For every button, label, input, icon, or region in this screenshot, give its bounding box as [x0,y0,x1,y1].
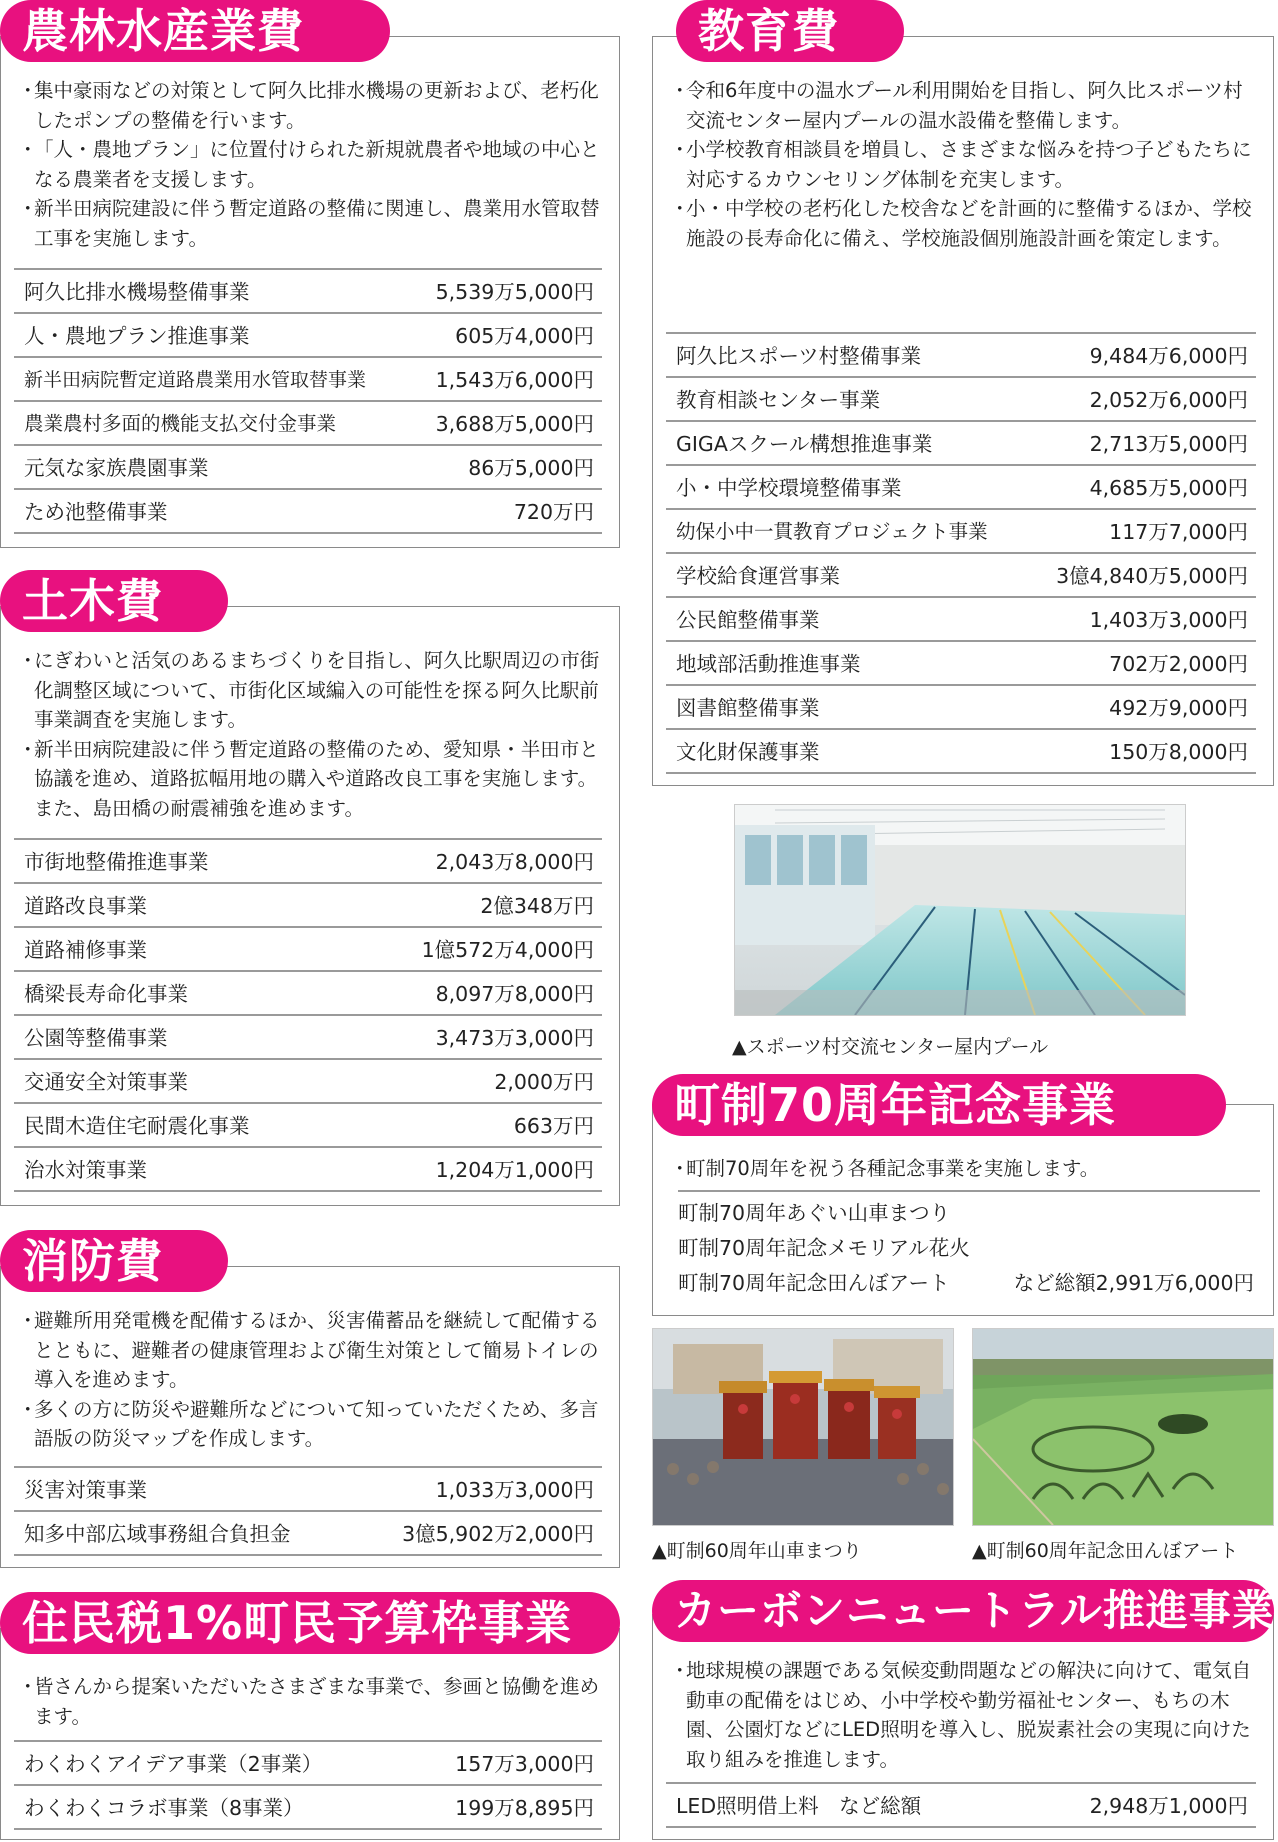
table-row [14,314,602,358]
carbon-neutral-bullets [670,1656,1260,1774]
table-row [14,1742,602,1786]
table-row [14,490,602,534]
table-row [14,1104,602,1148]
fire-table [14,1466,602,1556]
row-name: わくわくコラボ事業（8事業） [24,1796,304,1820]
indoor-pool-image [735,805,1185,1015]
row-name: 治水対策事業 [24,1158,147,1182]
table-row [666,422,1256,466]
row-name: 災害対策事業 [24,1478,147,1502]
row-amount: 3,473万3,000円 [435,1026,594,1050]
table-row [666,686,1256,730]
row-name: LED照明借上料 など総額 [676,1794,922,1818]
rice-field-art-image [973,1329,1273,1525]
agriculture-bullet: ・ 集中豪雨などの対策として阿久比排水機場の更新および、老朽化したポンプの整備を行います。 [18,76,606,135]
table-row [666,730,1256,774]
row-name: 農業農村多面的機能支払交付金事業 [24,412,337,435]
education-bullet: ・ 小・中学校の老朽化した校舎などを計画的に整備するほか、学校施設の長寿命化に備え、学校施設個別施設計画を策定します。 [670,194,1260,253]
row-amount: 2,000万円 [494,1070,594,1094]
civil-bullet: ・ 新半田病院建設に伴う暫定道路の整備のため、愛知県・半田市と協議を進め、道路拡幅用地の購入や道路改良工事を実施します。また、島田橋の耐震補強を進めます。 [18,735,606,824]
anniversary-events [678,1190,1260,1301]
row-name: 図書館整備事業 [676,696,820,720]
table-row [14,1148,602,1192]
table-row [14,1468,602,1512]
education-bullet: ・ 小学校教育相談員を増員し、さまざまな悩みを持つ子どもたちに対応するカウンセリング体制を充実します。 [670,135,1260,194]
row-amount: 8,097万8,000円 [435,982,594,1006]
row-name: 公園等整備事業 [24,1026,168,1050]
section-fire [0,1230,620,1570]
fire-bullet: ・ 避難所用発電機を配備するほか、災害備蓄品を継続して配備するとともに、避難者の健康管理および衛生対策として簡易トイレの導入を進めます。 [18,1306,606,1395]
education-bullet: ・ 令和6年度中の温水プール利用開始を目指し、阿久比スポーツ村交流センター屋内プールの温水設備を整備します。 [670,76,1260,135]
carbon-neutral-title: カーボンニュートラル推進事業 [652,1580,1274,1642]
row-name: 小・中学校環境整備事業 [676,476,902,500]
festival-caption: ▲町制60周年山車まつり [652,1540,862,1562]
row-amount: 720万円 [513,500,594,524]
row-amount: 492万9,000円 [1109,696,1248,720]
education-bullets [670,76,1260,253]
anniversary-event: 町制70周年記念メモリアル花火 [678,1236,970,1260]
row-name: 道路補修事業 [24,938,147,962]
row-name: 道路改良事業 [24,894,147,918]
table-row [14,1786,602,1830]
row-name: 橋梁長寿命化事業 [24,982,188,1006]
row-name: 教育相談センター事業 [676,388,881,412]
row-amount: 199万8,895円 [455,1796,594,1820]
agriculture-bullet: ・ 新半田病院建設に伴う暫定道路の整備に関連し、農業用水管取替工事を実施します。 [18,194,606,253]
carbon-neutral-table [666,1782,1256,1828]
row-amount: 9,484万6,000円 [1089,344,1248,368]
row-amount: 157万3,000円 [455,1752,594,1776]
row-amount: 150万8,000円 [1109,740,1248,764]
row-amount: 1億572万4,000円 [421,938,594,962]
table-row [666,598,1256,642]
table-row [666,334,1256,378]
section-education [652,0,1274,790]
table-row [14,1512,602,1556]
row-name: 文化財保護事業 [676,740,820,764]
pool-caption: ▲スポーツ村交流センター屋内プール [732,1036,1049,1058]
anniversary-event: 町制70周年記念田んぼアート [678,1271,950,1295]
row-name: 交通安全対策事業 [24,1070,188,1094]
row-name: 人・農地プラン推進事業 [24,324,250,348]
section-anniversary [652,1074,1274,1318]
row-amount: 3億5,902万2,000円 [402,1522,594,1546]
fire-title: 消防費 [0,1230,228,1292]
table-row [14,840,602,884]
civil-title: 土木費 [0,570,228,632]
row-amount: 663万円 [513,1114,594,1138]
row-name: 市街地整備推進事業 [24,850,209,874]
table-row [666,554,1256,598]
anniversary-title: 町制70周年記念事業 [652,1074,1226,1136]
civil-bullets [18,646,606,823]
resident-tax-table [14,1740,602,1830]
agriculture-title: 農林水産業費 [0,0,390,62]
row-amount: 2,948万1,000円 [1089,1794,1248,1818]
resident-tax-title: 住民税1%町民予算枠事業 [0,1592,620,1654]
float-festival-image [653,1329,953,1525]
agriculture-bullet: ・ 「人・農地プラン」に位置付けられた新規就農者や地域の中心となる農業者を支援します。 [18,135,606,194]
fire-bullets [18,1306,606,1454]
row-name: 阿久比排水機場整備事業 [24,280,250,304]
table-row [14,1060,602,1104]
section-carbon-neutral [652,1580,1274,1842]
table-row [14,402,602,446]
row-amount: 117万7,000円 [1109,520,1248,544]
row-amount: 2,043万8,000円 [435,850,594,874]
row-amount: 2,713万5,000円 [1089,432,1248,456]
table-row [14,972,602,1016]
festival-photo [652,1328,954,1526]
education-table [666,332,1256,774]
table-row [666,510,1256,554]
table-row [14,884,602,928]
section-resident-tax [0,1592,620,1842]
row-amount: 702万2,000円 [1109,652,1248,676]
anniversary-event-last [678,1266,1260,1301]
resident-tax-bullet: ・ 皆さんから提案いただいたさまざまな事業で、参画と協働を進めます。 [18,1672,606,1731]
civil-bullet: ・ にぎわいと活気のあるまちづくりを目指し、阿久比駅周辺の市街化調整区域について、市街化区域編入の可能性を探る阿久比駅前事業調査を実施します。 [18,646,606,735]
anniversary-total: など総額2,991万6,000円 [1013,1271,1254,1295]
table-row [666,1784,1256,1828]
table-row [666,466,1256,510]
section-civil [0,570,620,1210]
table-row [666,378,1256,422]
row-name: 知多中部広域事務組合負担金 [24,1522,291,1546]
row-name: わくわくアイデア事業（2事業） [24,1752,323,1776]
row-name: 学校給食運営事業 [676,564,840,588]
carbon-neutral-bullet: ・ 地球規模の課題である気候変動問題などの解決に向けて、電気自動車の配備をはじめ、小中学校や勤労福祉センター、もちの木園、公園灯などにLED照明を導入し、脱炭素社会の実現に向けた取り組みを推進します。 [670,1656,1260,1774]
agriculture-bullets [18,76,606,253]
resident-tax-bullets [18,1672,606,1731]
table-row [14,1016,602,1060]
row-amount: 3億4,840万5,000円 [1056,564,1248,588]
education-title: 教育費 [676,0,904,62]
anniversary-event: 町制70周年あぐい山車まつり [678,1201,951,1225]
row-name: 民間木造住宅耐震化事業 [24,1114,250,1138]
row-name: 元気な家族農園事業 [24,456,209,480]
row-amount: 1,403万3,000円 [1089,608,1248,632]
rice-art-caption: ▲町制60周年記念田んぼアート [972,1540,1239,1562]
rice-art-photo [972,1328,1274,1526]
section-agriculture [0,0,620,550]
anniversary-bullets [670,1154,1260,1184]
row-name: 新半田病院暫定道路農業用水管取替事業 [24,369,367,391]
civil-table [14,838,602,1192]
row-name: 幼保小中一貫教育プロジェクト事業 [676,520,988,543]
table-row [14,270,602,314]
row-name: 地域部活動推進事業 [676,652,861,676]
row-amount: 1,543万6,000円 [435,368,594,392]
table-row [666,642,1256,686]
row-name: 阿久比スポーツ村整備事業 [676,344,922,368]
anniversary-bullet: ・ 町制70周年を祝う各種記念事業を実施します。 [670,1154,1260,1184]
row-amount: 1,033万3,000円 [435,1478,594,1502]
row-name: GIGAスクール構想推進事業 [676,432,933,456]
fire-bullet: ・ 多くの方に防災や避難所などについて知っていただくため、多言語版の防災マップを作成します。 [18,1395,606,1454]
row-amount: 3,688万5,000円 [435,412,594,436]
row-amount: 86万5,000円 [468,456,594,480]
table-row [14,358,602,402]
table-row [14,446,602,490]
table-row [14,928,602,972]
row-amount: 605万4,000円 [455,324,594,348]
row-amount: 2,052万6,000円 [1089,388,1248,412]
row-amount: 4,685万5,000円 [1089,476,1248,500]
indoor-pool-photo [734,804,1186,1016]
row-name: 公民館整備事業 [676,608,820,632]
row-amount: 1,204万1,000円 [435,1158,594,1182]
row-name: ため池整備事業 [24,500,168,524]
agriculture-table [14,268,602,534]
row-amount: 5,539万5,000円 [435,280,594,304]
row-amount: 2億348万円 [480,894,594,918]
